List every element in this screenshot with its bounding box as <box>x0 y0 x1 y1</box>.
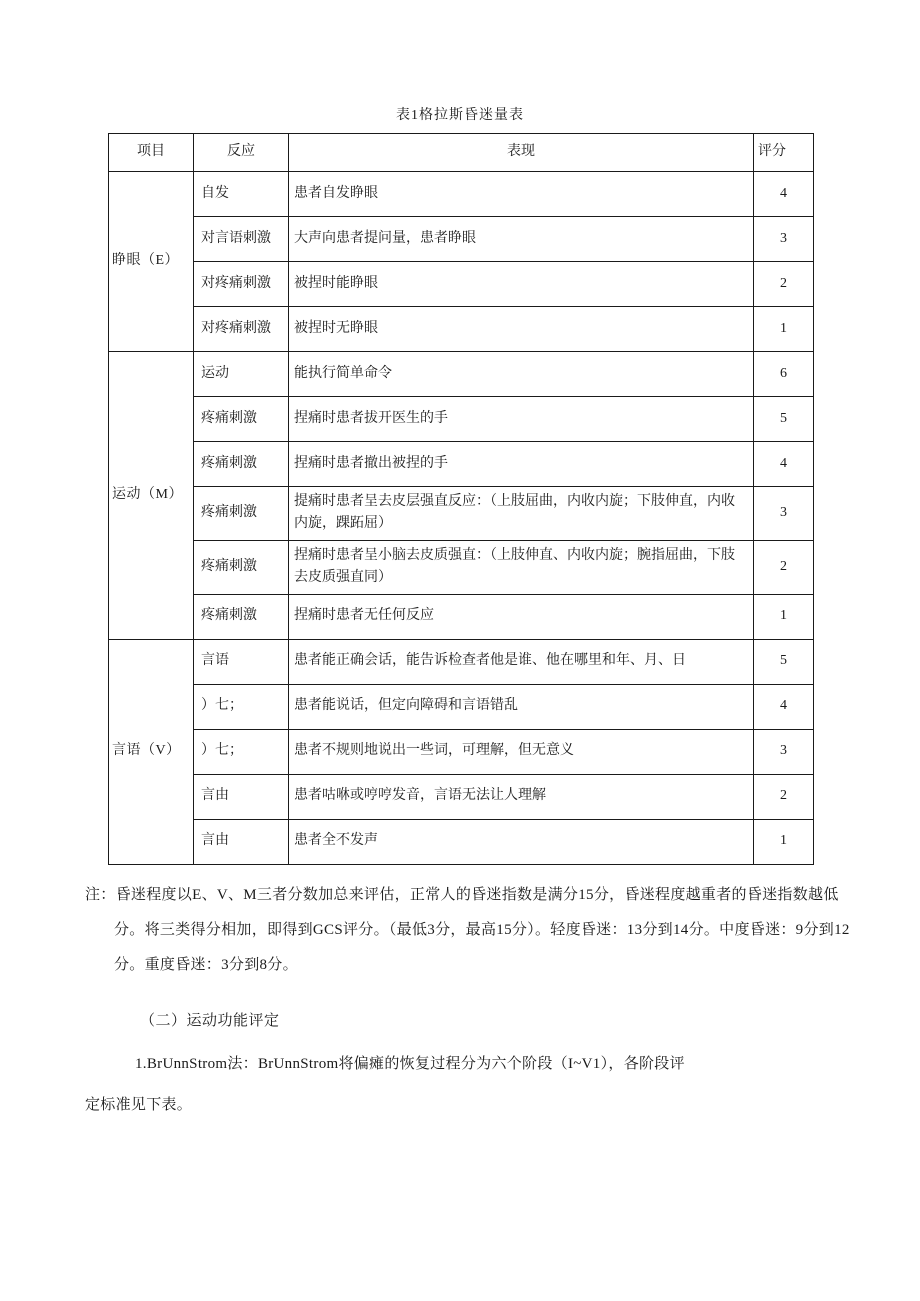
score-cell: 3 <box>754 217 814 262</box>
description-cell: 被捏时无睁眼 <box>289 307 754 352</box>
score-cell: 2 <box>754 540 814 594</box>
table-row <box>109 262 814 307</box>
note-paragraph: 注：昏迷程度以E、V、M三者分数加总来评估，正常人的昏迷指数是满分15分，昏迷程度越重者的昏迷指数越低分。将三类得分相加，即得到GCS评分。（最低3分，最高15分）。轻度昏迷：13分到14分。中度昏迷：9分到12分。重度昏迷：3分到8分。 <box>85 886 850 973</box>
gcs-table <box>108 133 814 865</box>
group-label-verbal: 言语（V） <box>109 639 194 864</box>
description-cell: 大声向患者提问量，患者睁眼 <box>289 217 754 262</box>
table-row <box>109 819 814 864</box>
table-row <box>109 442 814 487</box>
description-cell: 患者全不发声 <box>289 819 754 864</box>
table-row <box>109 684 814 729</box>
score-cell: 4 <box>754 684 814 729</box>
response-cell: 言由 <box>194 819 289 864</box>
description-cell: 患者自发睁眼 <box>289 172 754 217</box>
table-row <box>109 639 814 684</box>
score-cell: 2 <box>754 774 814 819</box>
description-cell: 提痛时患者呈去皮层强直反应：（上肢屈曲，内收内旋；下肢伸直，内收内旋，踝跖屈） <box>289 487 754 541</box>
description-cell: 患者咕咻或哼哼发音，言语无法让人理解 <box>289 774 754 819</box>
response-cell: 疼痛刺激 <box>194 594 289 639</box>
table-row <box>109 352 814 397</box>
section-heading: （二）运动功能评定 <box>140 1012 280 1029</box>
score-cell: 5 <box>754 397 814 442</box>
table-row <box>109 594 814 639</box>
description-cell: 患者能说话，但定向障碍和言语错乱 <box>289 684 754 729</box>
group-label-eye: 睁眼（E） <box>109 172 194 352</box>
description-cell: 捏痛时患者呈小脑去皮质强直：（上肢伸直、内收内旋；腕指屈曲，下肢去皮质强直同） <box>289 540 754 594</box>
table-row <box>109 729 814 774</box>
description-cell: 捏痛时患者撤出被捏的手 <box>289 442 754 487</box>
response-cell: 对疼痛刺激 <box>194 262 289 307</box>
table-row <box>109 307 814 352</box>
description-cell: 捏痛时患者无任何反应 <box>289 594 754 639</box>
description-cell: 能执行简单命令 <box>289 352 754 397</box>
score-cell: 6 <box>754 352 814 397</box>
col-header-response: 反应 <box>194 134 289 172</box>
col-header-item: 项目 <box>109 134 194 172</box>
score-cell: 1 <box>754 594 814 639</box>
score-cell: 4 <box>754 442 814 487</box>
table-row <box>109 540 814 594</box>
description-cell: 捏痛时患者拔开医生的手 <box>289 397 754 442</box>
description-cell: 被捏时能睁眼 <box>289 262 754 307</box>
col-header-score: 评分 <box>754 134 814 172</box>
description-cell: 患者能正确会话，能告诉检查者他是谁、他在哪里和年、月、日 <box>289 639 754 684</box>
response-cell: 对言语刺激 <box>194 217 289 262</box>
table-row <box>109 217 814 262</box>
response-cell: 疼痛刺激 <box>194 442 289 487</box>
score-cell: 2 <box>754 262 814 307</box>
response-cell: 对疼痛刺激 <box>194 307 289 352</box>
col-header-description: 表现 <box>289 134 754 172</box>
description-cell: 患者不规则地说出一些词，可理解，但无意义 <box>289 729 754 774</box>
score-cell: 3 <box>754 729 814 774</box>
body-paragraph-line2: 定标准见下表。 <box>85 1096 193 1113</box>
score-cell: 5 <box>754 639 814 684</box>
response-cell: ）七； <box>194 729 289 774</box>
table-title: 表1格拉斯昏迷量表 <box>396 108 524 123</box>
response-cell: 自发 <box>194 172 289 217</box>
response-cell: 疼痛刺激 <box>194 397 289 442</box>
table-row <box>109 487 814 541</box>
response-cell: ）七； <box>194 684 289 729</box>
table-row <box>109 774 814 819</box>
response-cell: 运动 <box>194 352 289 397</box>
table-row <box>109 397 814 442</box>
score-cell: 4 <box>754 172 814 217</box>
table-row <box>109 172 814 217</box>
response-cell: 疼痛刺激 <box>194 487 289 541</box>
group-label-motor: 运动（M） <box>109 352 194 640</box>
response-cell: 疼痛刺激 <box>194 540 289 594</box>
score-cell: 1 <box>754 307 814 352</box>
response-cell: 言语 <box>194 639 289 684</box>
score-cell: 1 <box>754 819 814 864</box>
score-cell: 3 <box>754 487 814 541</box>
table-header-row <box>109 134 814 172</box>
response-cell: 言由 <box>194 774 289 819</box>
body-paragraph-line1: 1.BrUnnStrom法：BrUnnStrom将偏瘫的恢复过程分为六个阶段（I~V1），各阶段评 <box>135 1055 685 1072</box>
